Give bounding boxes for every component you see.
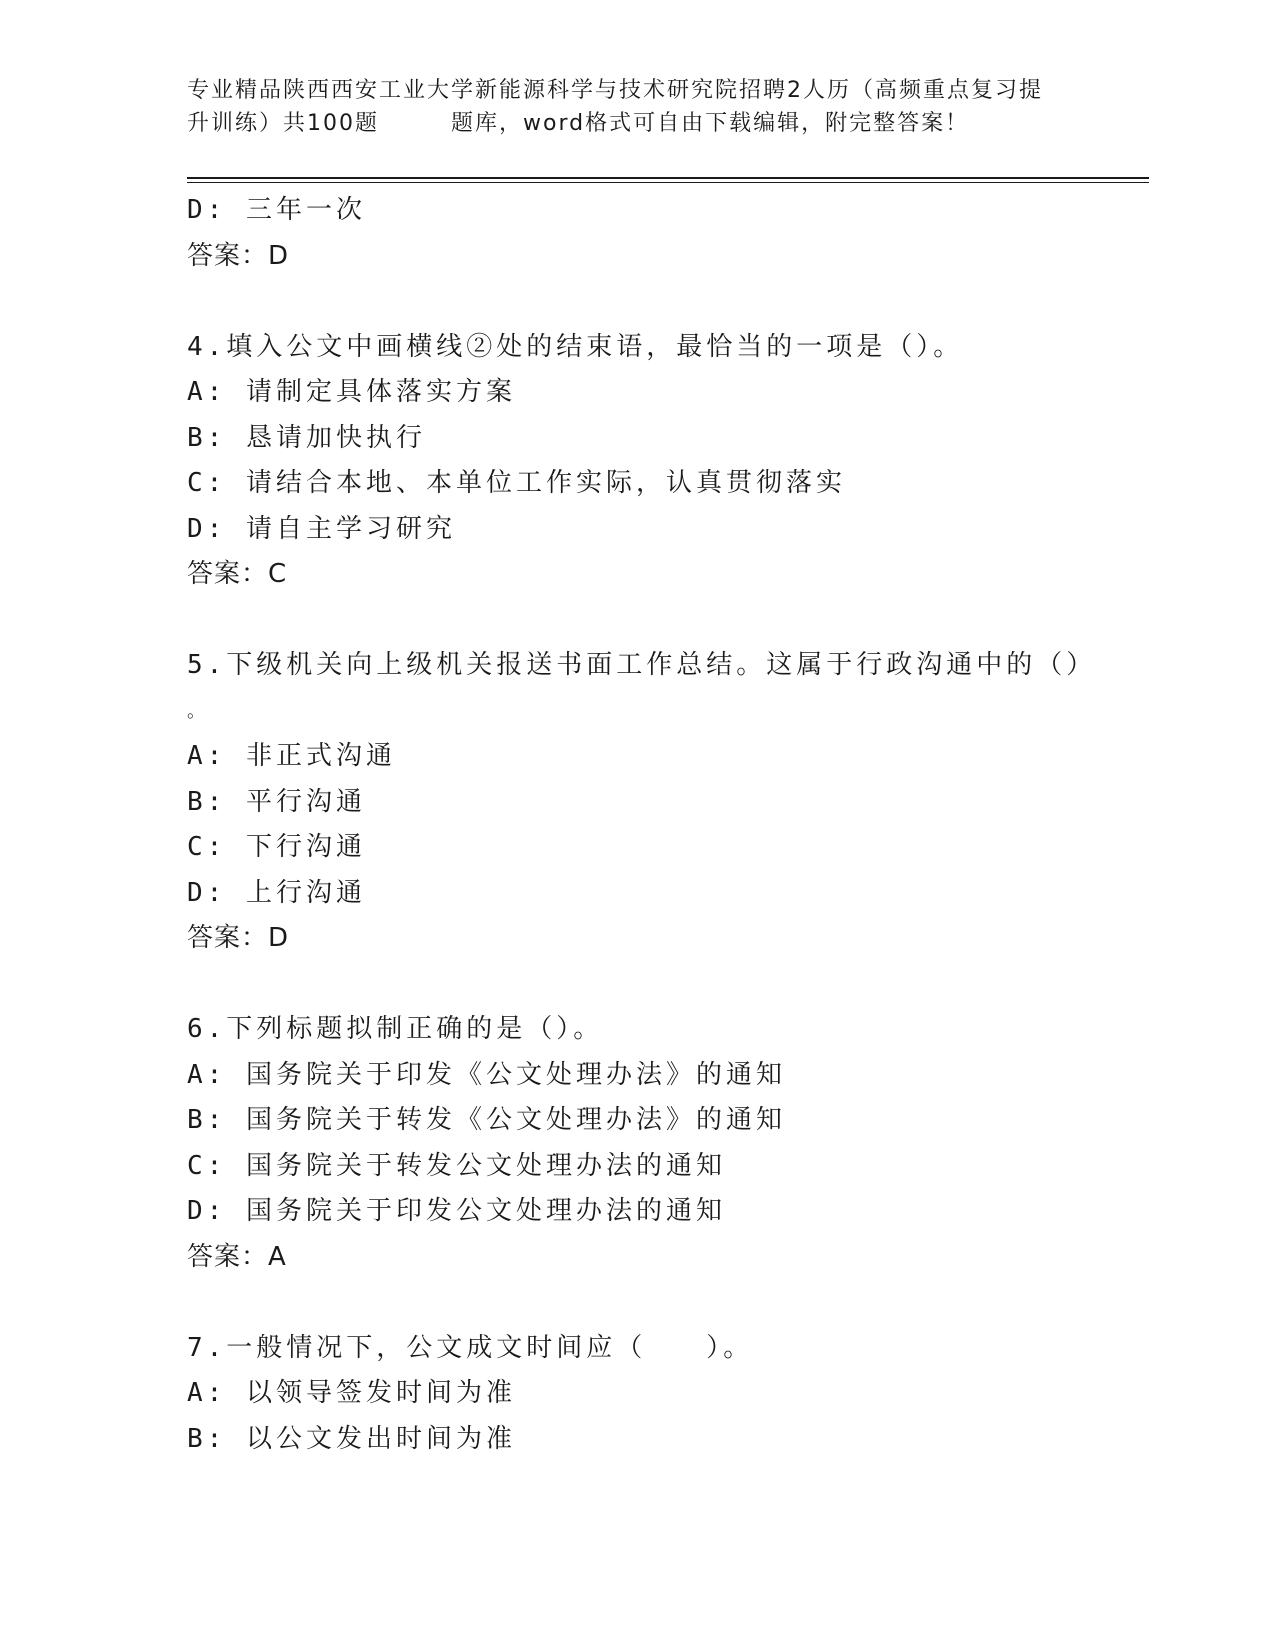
spacer xyxy=(187,279,1107,325)
header-title-line-1: 专业精品陕西西安工业大学新能源科学与技术研究院招聘2人历（高频重点复习提 xyxy=(187,78,1043,103)
question-text: 6.下列标题拟制正确的是（）。 xyxy=(187,1014,604,1044)
header-title-line-2: 升训练）共100题 题库，word格式可自由下载编辑，附完整答案！ xyxy=(187,111,970,136)
document-header xyxy=(187,74,1097,140)
question-3-tail xyxy=(187,188,1107,279)
option-c: C: 请结合本地、本单位工作实际，认真贯彻落实 xyxy=(187,468,846,498)
option-a: A: 非正式沟通 xyxy=(187,741,396,771)
spacer xyxy=(187,962,1107,1008)
question-text: 4.填入公文中画横线②处的结束语，最恰当的一项是（）。 xyxy=(187,331,964,362)
answer-line: 答案：D xyxy=(187,923,290,953)
question-7 xyxy=(187,1326,1107,1463)
option-b: B: 以公文发出时间为准 xyxy=(187,1423,516,1454)
question-6 xyxy=(187,1007,1107,1280)
question-text: 5.下级机关向上级机关报送书面工作总结。这属于行政沟通中的（） xyxy=(187,650,1097,680)
option-c: C: 国务院关于转发公文处理办法的通知 xyxy=(187,1150,726,1181)
option-d: D: 三年一次 xyxy=(187,195,366,225)
answer-line: 答案：A xyxy=(187,1241,287,1272)
option-a: A: 国务院关于印发《公文处理办法》的通知 xyxy=(187,1059,786,1090)
answer-line: 答案：C xyxy=(187,559,288,589)
option-d: D: 国务院关于印发公文处理办法的通知 xyxy=(187,1196,726,1226)
spacer xyxy=(187,1280,1107,1326)
question-4 xyxy=(187,325,1107,598)
option-a: A: 请制定具体落实方案 xyxy=(187,377,516,407)
option-b: B: 平行沟通 xyxy=(187,786,366,817)
header-divider-thin xyxy=(187,182,1149,183)
option-a: A: 以领导签发时间为准 xyxy=(187,1378,516,1408)
option-d: D: 上行沟通 xyxy=(187,877,366,908)
answer-line: 答案：D xyxy=(187,240,290,271)
header-divider-thick xyxy=(187,177,1149,179)
option-c: C: 下行沟通 xyxy=(187,832,366,862)
option-d: D: 请自主学习研究 xyxy=(187,513,456,544)
spacer xyxy=(187,598,1107,644)
document-body xyxy=(187,188,1107,1462)
option-b: B: 恳请加快执行 xyxy=(187,422,426,453)
question-5 xyxy=(187,643,1107,962)
question-text-continuation: 。 xyxy=(187,700,209,722)
option-b: B: 国务院关于转发《公文处理办法》的通知 xyxy=(187,1105,786,1135)
question-text: 7.一般情况下，公文成文时间应（ ）。 xyxy=(187,1332,754,1363)
